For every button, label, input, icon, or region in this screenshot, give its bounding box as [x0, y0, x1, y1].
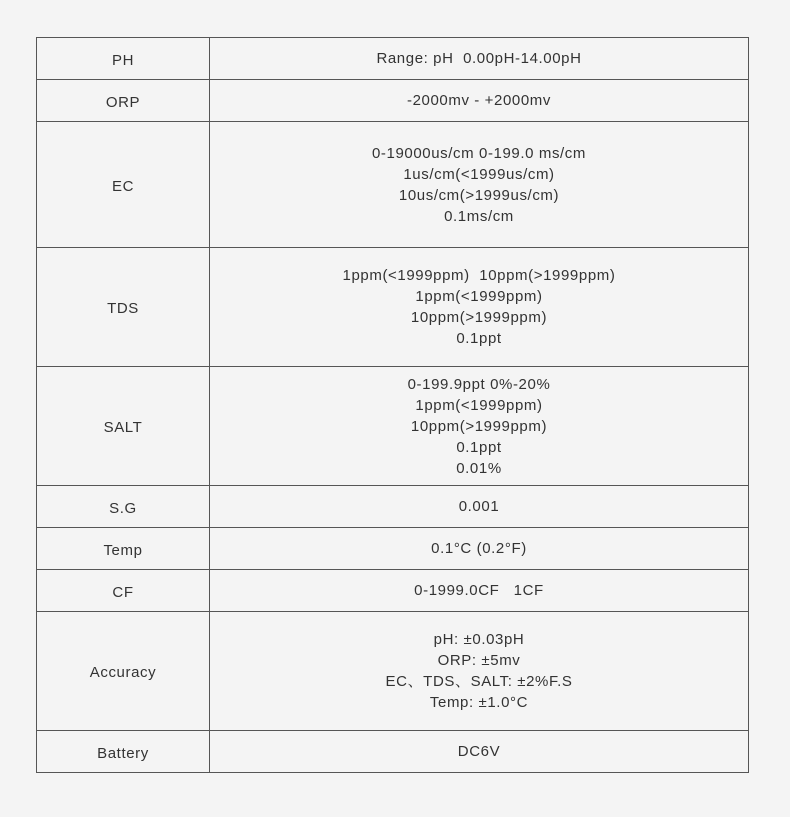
spec-value-cell: [210, 528, 749, 570]
spec-row-battery: [37, 731, 749, 773]
spec-label-cell: [37, 570, 210, 612]
spec-value-line: 1us/cm(<1999us/cm): [403, 165, 555, 183]
spec-value-cell: [210, 80, 749, 122]
spec-value-line: 0.1ppt: [456, 330, 502, 347]
spec-row-cf: [37, 570, 749, 612]
spec-value-line: 10us/cm(>1999us/cm): [398, 186, 560, 204]
spec-value-line: 1ppm(<1999ppm): [415, 396, 543, 414]
spec-label: Temp: [103, 541, 143, 559]
spec-value-cell: [210, 570, 749, 612]
spec-value-line: 0.1°C (0.2°F): [431, 540, 527, 557]
spec-label-cell: [37, 38, 210, 80]
spec-row-tds: [37, 248, 749, 367]
spec-row-orp: [37, 80, 749, 122]
spec-label: Battery: [97, 744, 149, 762]
spec-label-cell: [37, 528, 210, 570]
spec-value-cell: [210, 122, 749, 248]
spec-label: SALT: [103, 419, 143, 436]
spec-value-line: Temp: ±1.0°C: [429, 694, 529, 711]
spec-row-sg: [37, 486, 749, 528]
spec-value-line: EC、TDS、SALT: ±2%F.S: [385, 673, 573, 690]
spec-value-line: 0.1ms/cm: [444, 207, 514, 225]
spec-label: EC: [111, 177, 135, 195]
spec-label: CF: [112, 583, 134, 601]
spec-value-line: 0-199.9ppt 0%-20%: [407, 375, 551, 393]
spec-value-cell: [210, 486, 749, 528]
spec-value-cell: [210, 731, 749, 773]
spec-label-cell: [37, 731, 210, 773]
spec-label-cell: [37, 367, 210, 486]
spec-label: S.G: [109, 499, 137, 517]
spec-value-line: 0.001: [458, 498, 500, 515]
spec-value-line: 0-19000us/cm 0-199.0 ms/cm: [371, 144, 587, 162]
spec-value-line: -2000mv - +2000mv: [406, 92, 551, 109]
spec-label: Accuracy: [89, 664, 157, 681]
spec-row-accuracy: [37, 612, 749, 731]
spec-label-cell: [37, 80, 210, 122]
spec-value-cell: [210, 38, 749, 80]
spec-label-cell: [37, 248, 210, 367]
spec-value-line: 0-1999.0CF 1CF: [414, 582, 544, 599]
spec-row-ph: [37, 38, 749, 80]
spec-value-line: 1ppm(<1999ppm) 10ppm(>1999ppm): [342, 267, 616, 284]
spec-table: [36, 37, 749, 773]
spec-label-cell: [37, 486, 210, 528]
spec-label: TDS: [107, 300, 139, 317]
spec-value-line: 10ppm(>1999ppm): [410, 309, 548, 326]
spec-value-cell: [210, 248, 749, 367]
spec-value-line: ORP: ±5mv: [437, 652, 521, 669]
spec-value-cell: [210, 367, 749, 486]
spec-value-line: Range: pH 0.00pH-14.00pH: [376, 50, 582, 67]
spec-label-cell: [37, 612, 210, 731]
spec-value-line: 0.01%: [456, 459, 502, 477]
spec-row-salt: [37, 367, 749, 486]
spec-value-line: 10ppm(>1999ppm): [410, 417, 548, 435]
spec-row-temp: [37, 528, 749, 570]
spec-value-line: DC6V: [457, 743, 501, 760]
spec-value-line: 0.1ppt: [456, 438, 502, 456]
spec-label-cell: [37, 122, 210, 248]
spec-value-cell: [210, 612, 749, 731]
spec-label: ORP: [105, 93, 141, 111]
spec-value-line: 1ppm(<1999ppm): [415, 288, 543, 305]
spec-label: PH: [111, 51, 135, 69]
spec-row-ec: [37, 122, 749, 248]
spec-value-line: pH: ±0.03pH: [433, 631, 525, 648]
